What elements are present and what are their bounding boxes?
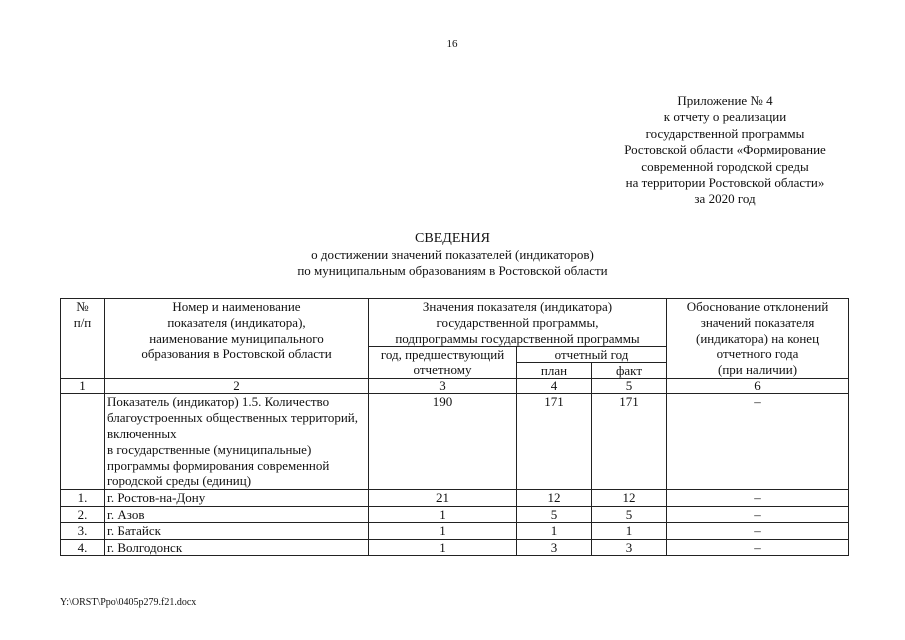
row-num: 3. [61,523,105,540]
row-prev-year: 1 [369,523,517,540]
row-reason: – [667,490,849,507]
table-row [61,506,849,523]
column-number-cell: 5 [592,379,667,394]
indicator-prev-year: 190 [369,394,517,490]
header-cell-num: № п/п [61,299,105,379]
column-number-cell: 2 [105,379,369,394]
indicator-num [61,394,105,490]
header-cell-prev-year: год, предшествующий отчетному [369,347,517,379]
appendix-line: Приложение № 4 [677,93,773,108]
column-number-row [61,379,849,394]
appendix-line: современной городской среды [641,158,809,174]
appendix-line: за 2020 год [694,191,756,207]
row-plan: 1 [517,523,592,540]
page-number: 16 [446,38,458,50]
row-name: г. Батайск [105,523,369,540]
file-path-footer: Y:\ORST\Ppo\0405p279.f21.docx [60,597,197,608]
row-name: г. Ростов-на-Дону [105,490,369,507]
row-plan: 12 [517,490,592,507]
table-header-row [61,299,849,347]
row-reason: – [667,506,849,523]
row-plan: 3 [517,539,592,556]
header-cell-fact: факт [592,363,667,379]
column-number-cell: 3 [369,379,517,394]
header-cell-reason: Обоснование отклонений значений показателя (индикатора) на конец отчетного года (при наличии) [667,299,849,379]
document-title: СВЕДЕНИЯ [415,231,490,246]
appendix-caption [600,93,850,208]
indicator-plan: 171 [517,394,592,490]
row-num: 4. [61,539,105,556]
document-subtitle: о достижении значений показателей (индикаторов) [311,247,594,262]
row-name: г. Азов [105,506,369,523]
appendix-line: на территории Ростовской области» [625,175,825,191]
row-num: 2. [61,506,105,523]
header-cell-plan: план [517,363,592,379]
row-fact: 5 [592,506,667,523]
header-cell-name: Номер и наименование показателя (индикатора), наименование муниципального образования в Ростовской области [105,299,369,379]
appendix-line: к отчету о реализации [663,109,787,125]
appendix-line: государственной программы [645,125,805,141]
row-prev-year: 1 [369,506,517,523]
header-cell-report-year: отчетный год [517,347,667,363]
row-reason: – [667,539,849,556]
appendix-line: Ростовской области «Формирование [624,142,826,158]
row-num: 1. [61,490,105,507]
document-heading [200,230,705,278]
row-fact: 1 [592,523,667,540]
row-reason: – [667,523,849,540]
row-plan: 5 [517,506,592,523]
indicator-name: Показатель (индикатор) 1.5. Количество благоустроенных общественных территорий, включенных в государственные (муниципальные) программы формирования современной городской среды (единиц) [105,394,369,490]
table-row [61,523,849,540]
table-row [61,539,849,556]
row-prev-year: 21 [369,490,517,507]
table-row [61,490,849,507]
row-prev-year: 1 [369,539,517,556]
indicator-fact: 171 [592,394,667,490]
header-cell-values: Значения показателя (индикатора) государственной программы, подпрограммы государственной программы [369,299,667,347]
row-fact: 3 [592,539,667,556]
document-subtitle: по муниципальным образованиям в Ростовской области [297,262,608,278]
row-fact: 12 [592,490,667,507]
row-name: г. Волгодонск [105,539,369,556]
column-number-cell: 4 [517,379,592,394]
column-number-cell: 6 [667,379,849,394]
indicators-table [60,298,849,556]
column-number-cell: 1 [61,379,105,394]
indicator-row [61,394,849,490]
indicator-reason: – [667,394,849,490]
